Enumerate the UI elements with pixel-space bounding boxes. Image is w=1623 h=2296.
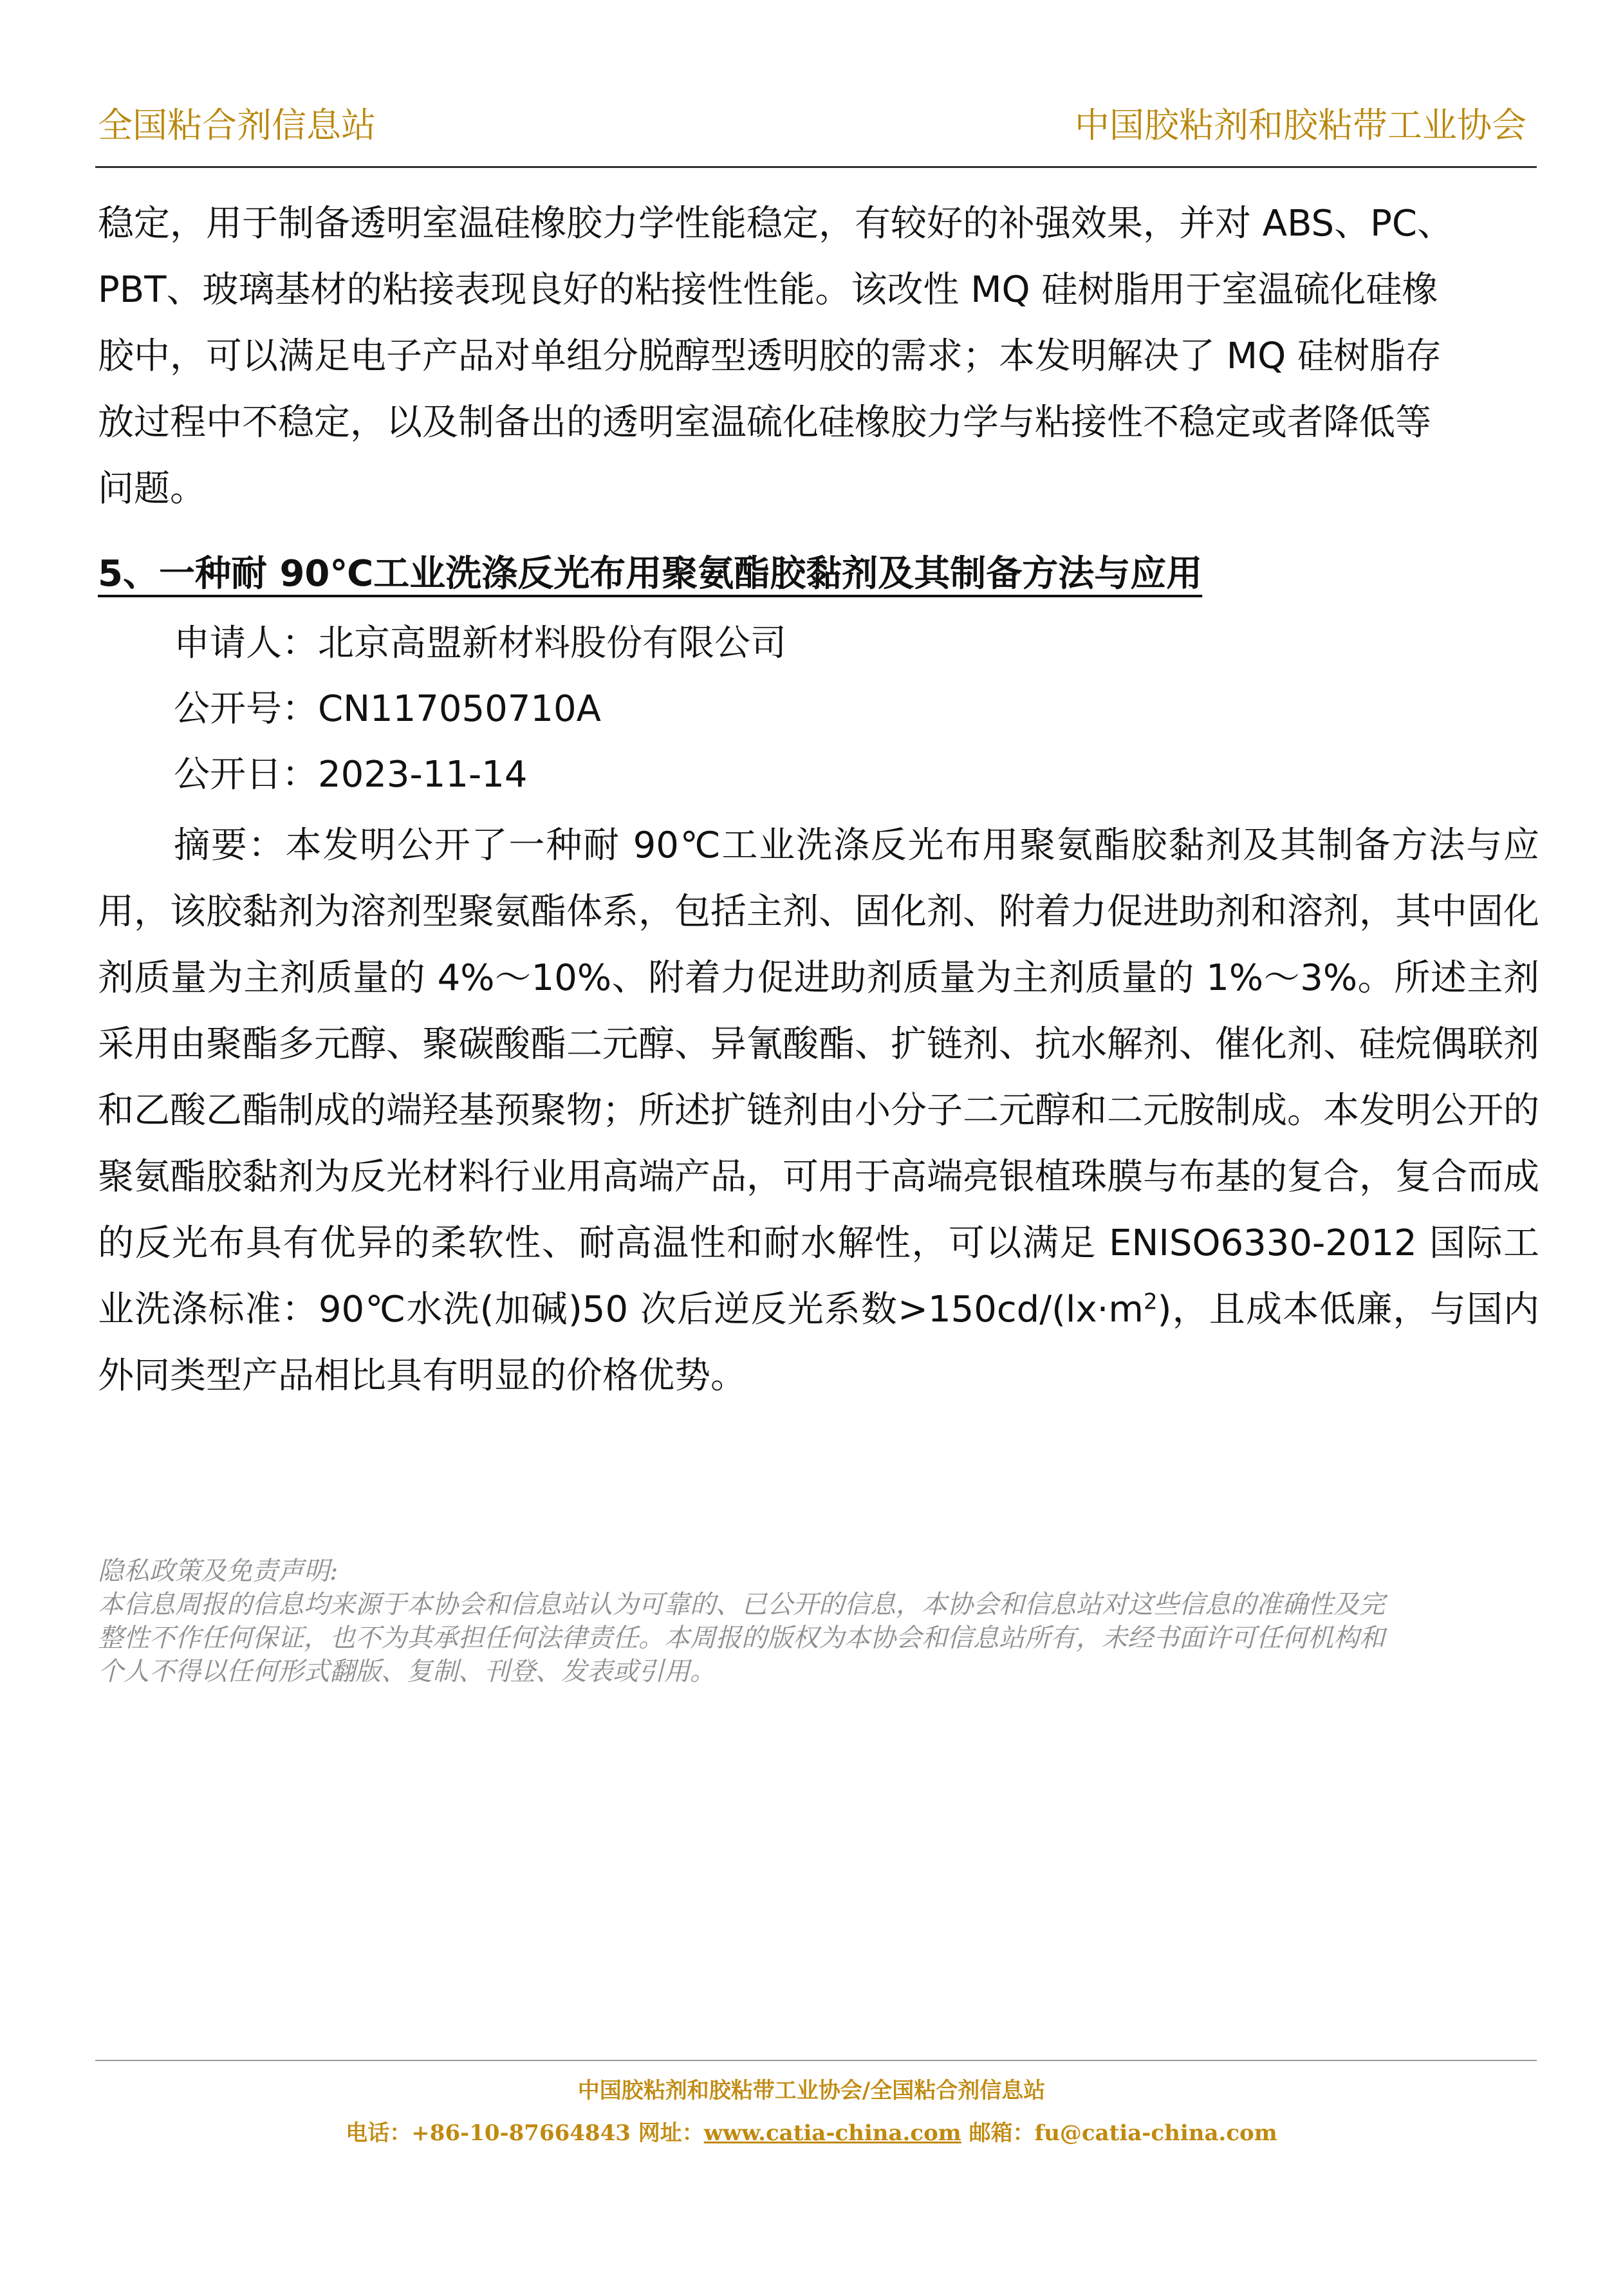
abstract-superscript: 2 bbox=[1144, 1289, 1158, 1315]
footer-contact bbox=[0, 2119, 1623, 2147]
patent-applicant: 申请人：北京高盟新材料股份有限公司 bbox=[174, 622, 786, 664]
footer-phone: 电话：+86-10-87664843 网址： bbox=[346, 2120, 704, 2146]
abstract-text-end: )，且成本低廉，与国内外同类型产品相比具有明显的价格优势。 bbox=[98, 1289, 1540, 1397]
text-line: PBT、玻璃基材的粘接表现良好的粘接性性能。该改性 MQ 硅树脂用于室温硫化硅橡 bbox=[98, 269, 1438, 311]
text-line: 放过程中不稳定，以及制备出的透明室温硫化硅橡胶力学与粘接性不稳定或者降低等 bbox=[98, 402, 1431, 443]
header-association-name: 中国胶粘剂和胶粘带工业协会 bbox=[1075, 105, 1526, 145]
disclaimer-line: 个人不得以任何形式翻版、复制、刊登、发表或引用。 bbox=[98, 1657, 716, 1686]
header-site-name: 全国粘合剂信息站 bbox=[98, 105, 376, 145]
header-divider bbox=[95, 166, 1537, 168]
patent-publication-date: 公开日：2023-11-14 bbox=[174, 754, 528, 796]
footer-email: 邮箱：fu@catia-china.com bbox=[961, 2120, 1277, 2146]
disclaimer-line: 本信息周报的信息均来源于本协会和信息站认为可靠的、已公开的信息，本协会和信息站对这些信息的准确性及完 bbox=[98, 1590, 1385, 1619]
patent-publication-number: 公开号：CN117050710A bbox=[174, 688, 601, 730]
disclaimer-title: 隐私政策及免责声明: bbox=[98, 1556, 339, 1586]
footer-divider bbox=[95, 2060, 1537, 2061]
patent-abstract bbox=[98, 812, 1539, 1409]
disclaimer-line: 整性不作任何保证，也不为其承担任何法律责任。本周报的版权为本协会和信息站所有，未经书面许可任何机构和 bbox=[98, 1623, 1385, 1653]
text-line: 胶中，可以满足电子产品对单组分脱醇型透明胶的需求；本发明解决了 MQ 硅树脂存 bbox=[98, 335, 1442, 377]
text-line: 稳定，用于制备透明室温硅橡胶力学性能稳定，有较好的补强效果，并对 ABS、PC、 bbox=[98, 203, 1453, 245]
patent-heading: 5、一种耐 90℃工业洗涤反光布用聚氨酯胶黏剂及其制备方法与应用 bbox=[98, 553, 1203, 595]
privacy-disclaimer bbox=[98, 1554, 1539, 1688]
footer-website-link[interactable]: www.catia-china.com bbox=[703, 2120, 961, 2146]
footer-organization: 中国胶粘剂和胶粘带工业协会/全国粘合剂信息站 bbox=[577, 2078, 1046, 2104]
abstract-text: 摘要：本发明公开了一种耐 90℃工业洗涤反光布用聚氨酯胶黏剂及其制备方法与应用，该胶黏剂为溶剂型聚氨酯体系，包括主剂、固化剂、附着力促进助剂和溶剂，其中固化剂质量为主剂质量的 4%～10%、附着力促进助剂质量为主剂质量的 1%～3%。所述主剂采用由聚酯多元醇、聚碳酸酯二元醇、异氰酸酯、扩链剂、抗水解剂、催化剂、硅烷偶联剂和乙酸乙酯制成的端羟基预聚物；所述扩链剂由小分子二元醇和二元胺制成。本发明公开的聚氨酯胶黏剂为反光材料行业用高端产品，可用于高端亮银植珠膜与布基的复合，复合而成的反光布具有优异的柔软性、耐高温性和耐水解性，可以满足 ENISO6330-2012 国际工业洗涤标准：90℃水洗(加碱)50 次后逆反光系数>150cd/(lx·m bbox=[98, 825, 1539, 1330]
text-line: 问题。 bbox=[98, 468, 206, 510]
previous-abstract-continuation bbox=[98, 191, 1539, 522]
